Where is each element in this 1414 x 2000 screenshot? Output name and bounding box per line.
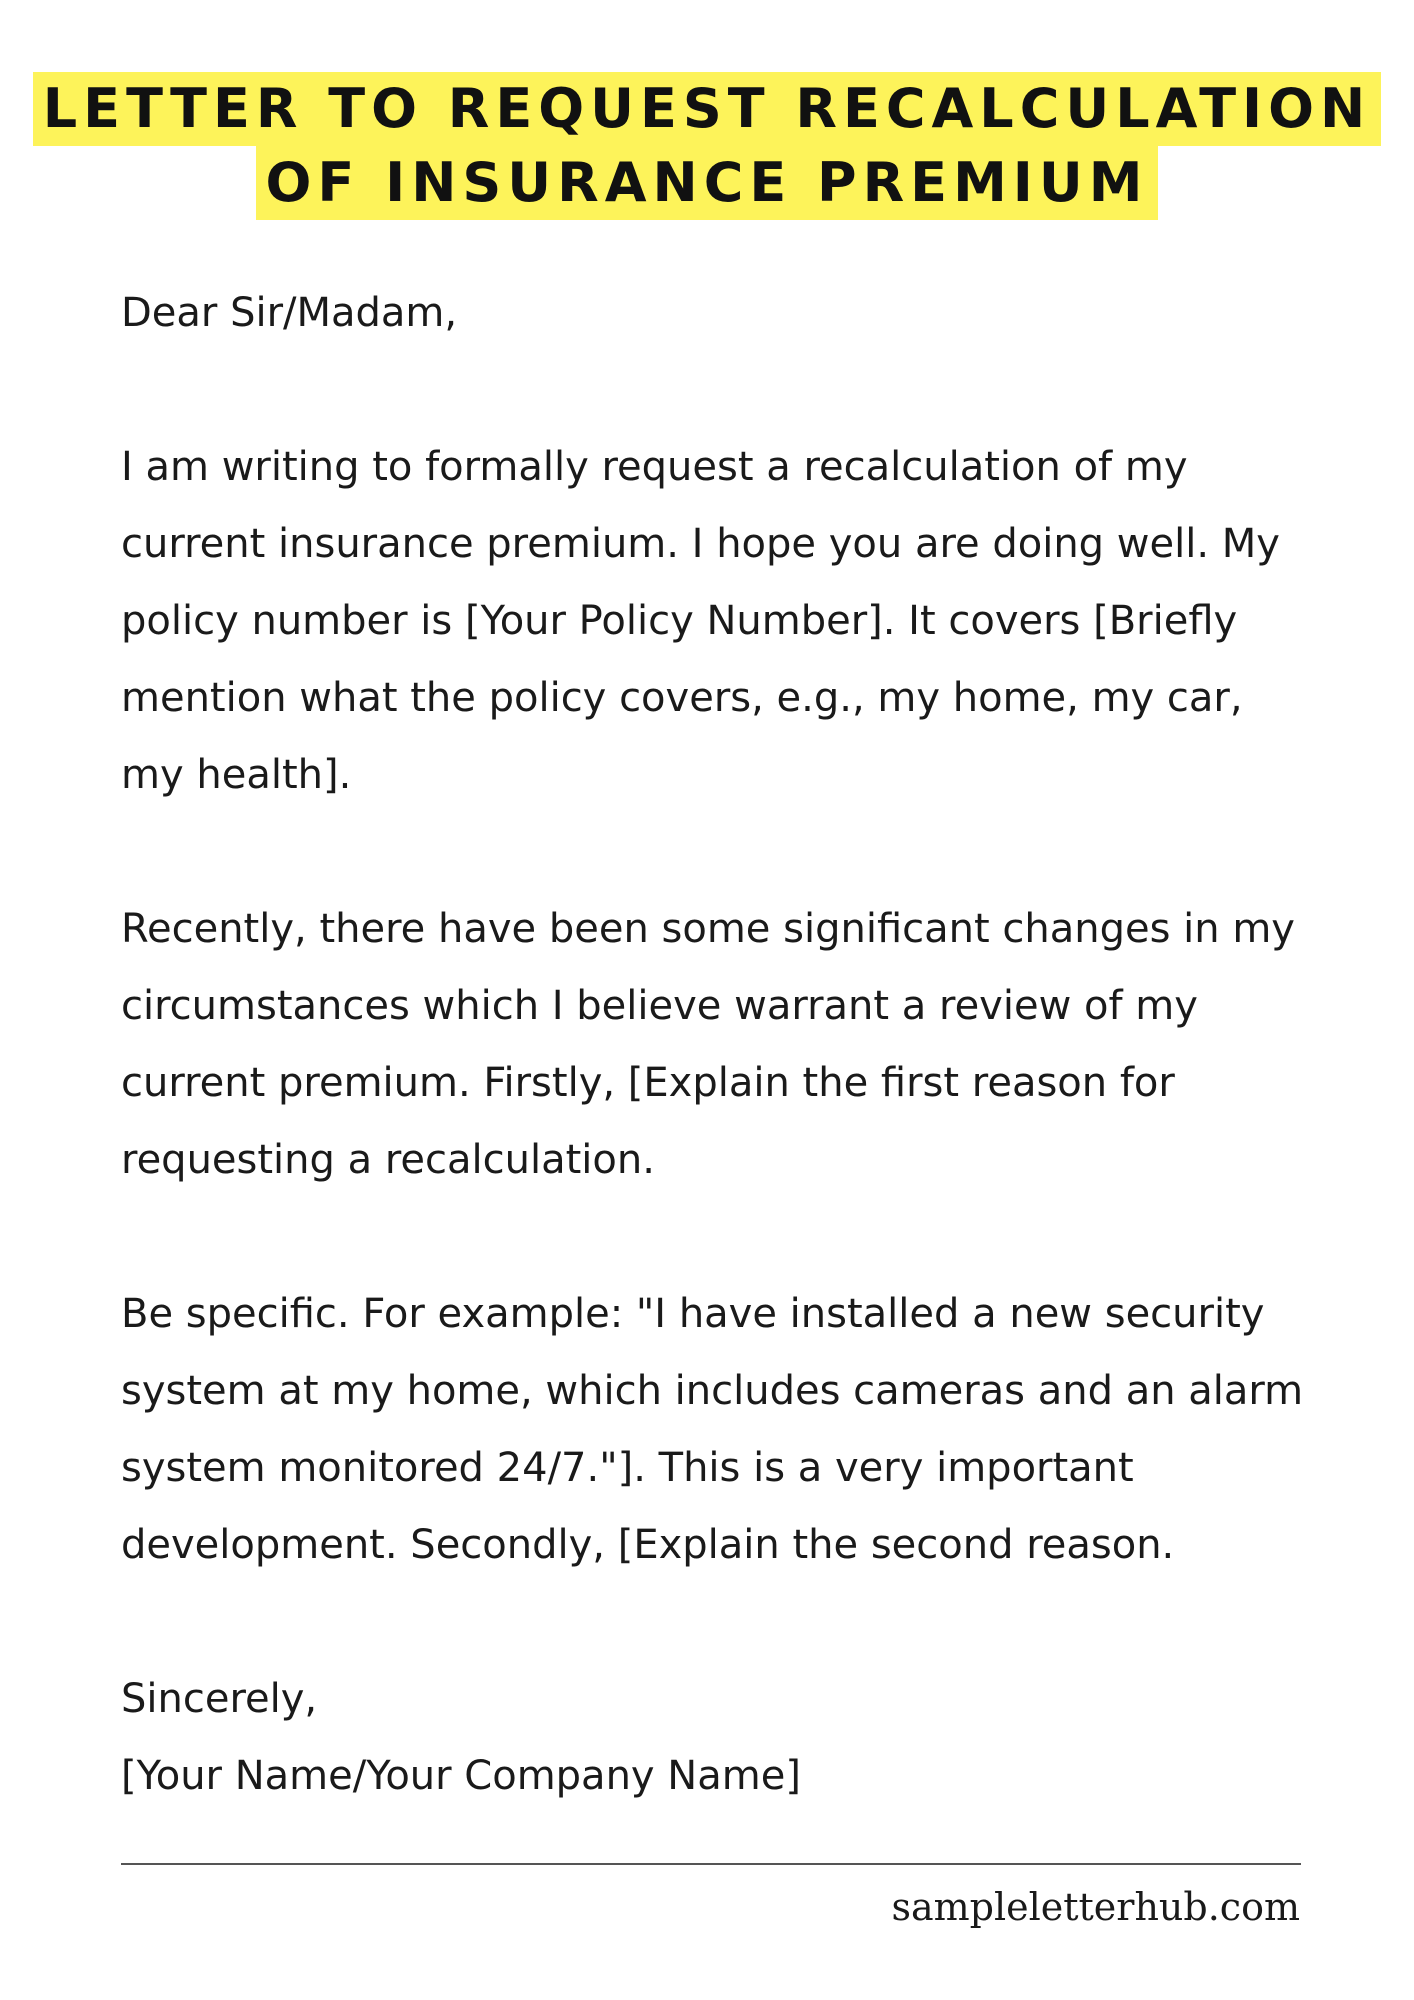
paragraph-3-line: development. Secondly, [Explain the second reason. [121,1522,1175,1568]
paragraph-3-line: system at my home, which includes cameras and an alarm [121,1368,1304,1414]
paragraph-3 [121,1276,1371,1584]
paragraph-2-line: current premium. Firstly, [Explain the first reason for [121,1060,1175,1106]
paragraph-1-line: policy number is [Your Policy Number]. It covers [Briefly [121,598,1238,644]
title-line-2: OF INSURANCE PREMIUM [256,146,1159,220]
paragraph-1 [121,429,1371,814]
paragraph-3-line: system monitored 24/7."]. This is a very important [121,1445,1134,1491]
paragraph-1-line: mention what the policy covers, e.g., my home, my car, [121,675,1243,721]
footer-divider [121,1863,1301,1865]
paragraph-1-line: my health]. [121,752,352,798]
letter-title [0,72,1414,220]
signature: [Your Name/Your Company Name] [121,1753,801,1799]
paragraph-2-line: Recently, there have been some significant changes in my [121,906,1295,952]
paragraph-2-line: circumstances which I believe warrant a review of my [121,983,1198,1029]
title-line-1: LETTER TO REQUEST RECALCULATION [33,72,1381,146]
paragraph-2-line: requesting a recalculation. [121,1137,655,1183]
letter-body [121,275,1371,1815]
paragraph-3-line: Be specific. For example: "I have installed a new security [121,1291,1265,1337]
paragraph-1-line: I am writing to formally request a recalculation of my [121,444,1188,490]
paragraph-1-line: current insurance premium. I hope you are doing well. My [121,521,1280,567]
paragraph-2 [121,891,1371,1199]
footer-website: sampleletterhub.com [891,1885,1300,1929]
closing: Sincerely, [121,1676,318,1722]
salutation: Dear Sir/Madam, [121,290,458,336]
